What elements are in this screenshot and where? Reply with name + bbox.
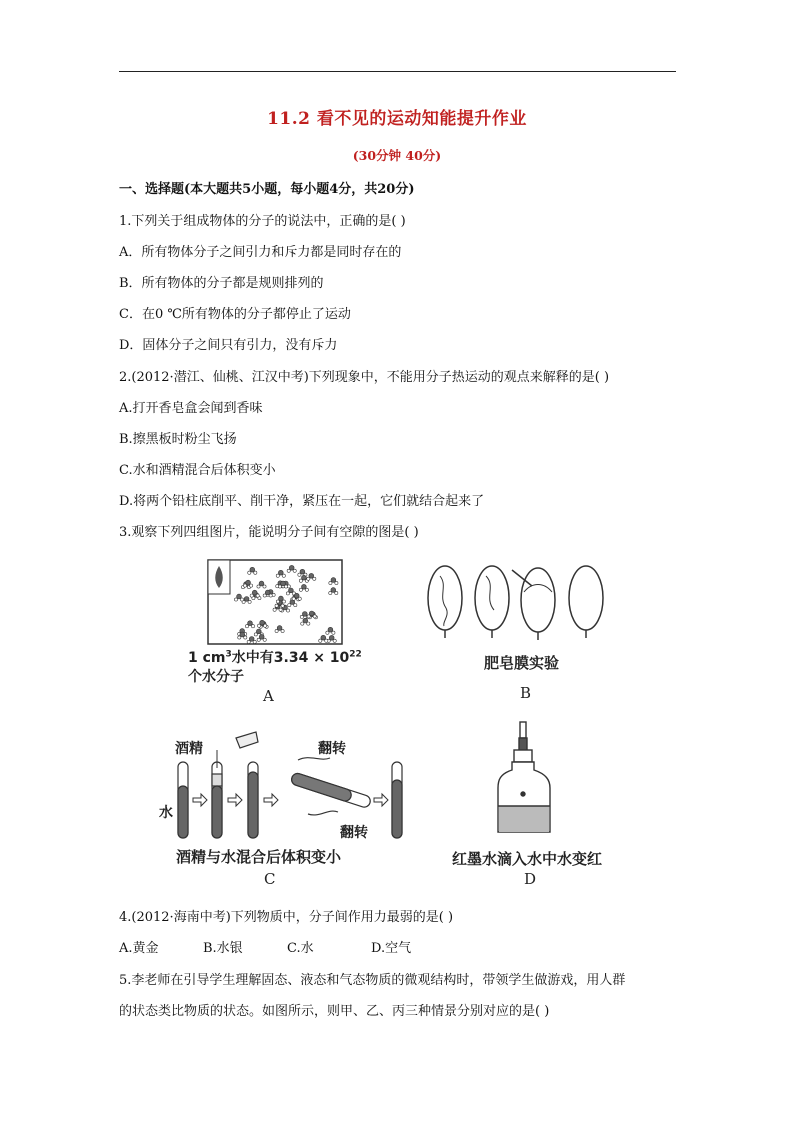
label-alcohol: 酒精: [175, 741, 203, 757]
q1-option-c: C．在0 ℃所有物体的分子都停止了运动: [119, 307, 351, 322]
q4-stem: 4.(2012·海南中考)下列物质中，分子间作用力最弱的是( ): [119, 910, 454, 925]
soap-film-illustration: [420, 562, 620, 642]
figure-d-caption: 红墨水滴入水中水变红: [452, 850, 603, 868]
q4-option-c: C.水: [287, 941, 314, 956]
figure-a-caption-line1: 1 $cm^3$水中有$3.34 \times 10^{22}$: [188, 649, 362, 666]
figure-a: [186, 558, 346, 652]
figure-d-letter: D: [524, 870, 537, 888]
page-title: 11.2 看不见的运动知能提升作业: [267, 109, 527, 129]
q4-option-d: D.空气: [371, 941, 412, 956]
figure-b-letter: B: [520, 684, 532, 702]
q1-option-b: B．所有物体的分子都是规则排列的: [119, 276, 324, 291]
q1-option-d: D．固体分子之间只有引力，没有斥力: [119, 338, 338, 353]
q4-option-a: A.黄金: [119, 941, 159, 956]
ink-bottle-illustration: [486, 720, 566, 840]
figure-b-caption: 肥皂膜实验: [484, 654, 560, 672]
section-heading: 一、选择题(本大题共5小题，每小题4分，共20分): [119, 182, 415, 197]
figure-b: [420, 562, 620, 646]
q1-stem: 1.下列关于组成物体的分子的说法中，正确的是( ): [119, 214, 406, 229]
label-flip-top: 翻转: [318, 741, 346, 757]
q5-stem-line2: 的状态类比物质的状态。如图所示，则甲、乙、丙三种情景分别对应的是( ): [119, 1004, 550, 1019]
q2-stem: 2.(2012·潜江、仙桃、江汉中考)下列现象中，不能用分子热运动的观点来解释的是( ): [119, 370, 610, 385]
time-score: (30分钟 40分): [352, 148, 442, 163]
figure-c-caption: 酒精与水混合后体积变小: [176, 848, 342, 866]
q2-option-c: C.水和酒精混合后体积变小: [119, 463, 276, 478]
figure-a-letter: A: [263, 687, 274, 705]
label-water: 水: [159, 805, 173, 821]
q5-stem-line1: 5.李老师在引导学生理解固态、液态和气态物质的微观结构时，带领学生做游戏，用人群: [119, 973, 626, 988]
q4-options: [119, 937, 411, 956]
q2-option-a: A.打开香皂盒会闻到香味: [119, 401, 263, 416]
q4-option-b: B.水银: [203, 941, 243, 956]
figure-c-letter: C: [264, 870, 276, 888]
header-rule: [119, 71, 676, 72]
water-molecules-illustration: [186, 558, 346, 648]
q3-stem: 3.观察下列四组图片，能说明分子间有空隙的图是( ): [119, 525, 419, 540]
label-flip-bottom: 翻转: [340, 825, 368, 841]
q2-option-b: B.擦黑板时粉尘飞扬: [119, 432, 237, 447]
figure-d: [486, 720, 566, 844]
q1-option-a: A．所有物体分子之间引力和斥力都是同时存在的: [119, 245, 402, 260]
figure-a-caption-line2: 个水分子: [188, 669, 244, 685]
q2-option-d: D.将两个铅柱底削平、削干净，紧压在一起，它们就结合起来了: [119, 494, 485, 509]
